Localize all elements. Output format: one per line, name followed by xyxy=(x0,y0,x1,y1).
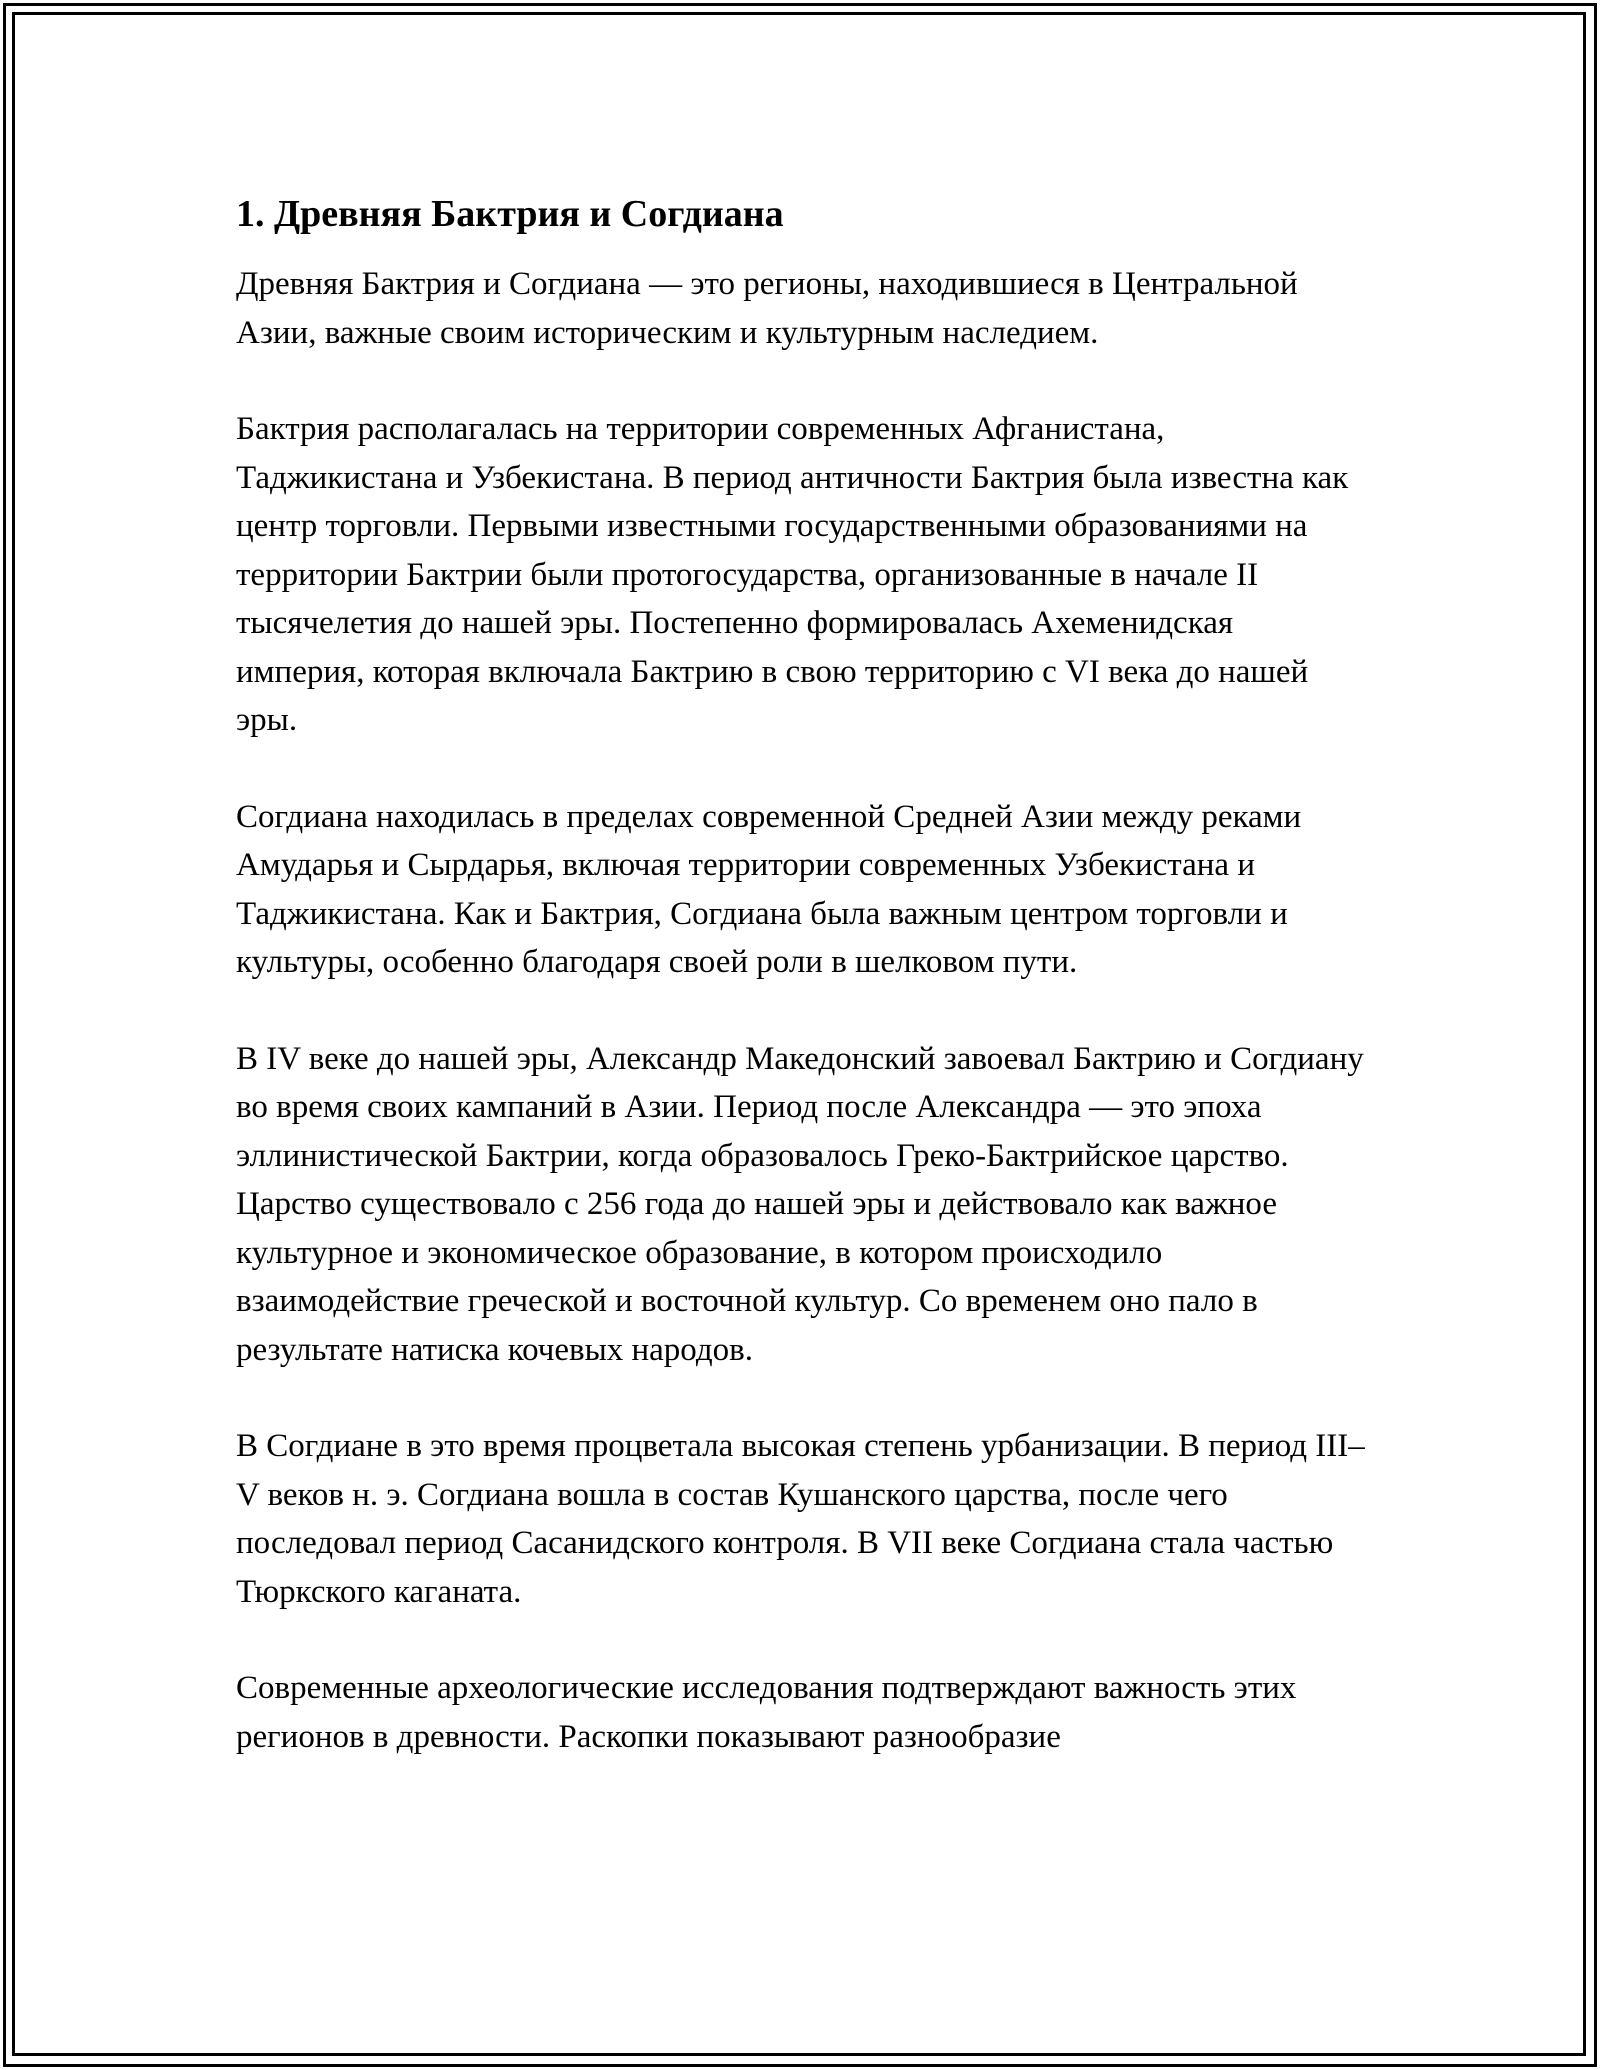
paragraph-archaeology: Современные археологические исследования подтверждают важность этих регионов в древности. Раскопки показывают разнообразие xyxy=(236,1670,1297,1755)
paragraph-bactria: Бактрия располагалась на территории современных Афганистана, Таджикистана и Узбекистана. В период античности Бактрия была известна как центр торговли. Первыми известными государственными образованиями на территории Бактрии были протогосударства, организованные в начале II тысячелетия до нашей эры. Постепенно формировалась Ахеменидская империя, которая включала Бактрию в свою территорию с VI века до нашей эры. xyxy=(236,411,1349,738)
paragraph-alexander: В IV веке до нашей эры, Александр Македонский завоевал Бактрию и Согдиану во время своих кампаний в Азии. Период после Александра — это эпоха эллинистической Бактрии, когда образовалось Греко-Бактрийское царство. Царство существовало с 256 года до нашей эры и действовало как важное культурное и экономическое образование, в котором происходило взаимодействие греческой и восточной культур. Со временем оно пало в результате натиска кочевых народов. xyxy=(236,1040,1364,1368)
section-title: 1. Древняя Бактрия и Согдиана xyxy=(236,193,784,235)
document-page xyxy=(236,188,1366,1761)
paragraph-urbanization: В Согдиане в это время процветала высокая степень урбанизации. В период III–V веков н. э. Согдиана вошла в состав Кушанского царства, после чего последовал период Сасанидского контроля. В VII веке Согдиана стала частью Тюркского каганата. xyxy=(236,1428,1365,1610)
paragraph-intro: Древняя Бактрия и Согдиана — это регионы, находившиеся в Центральной Азии, важные своим историческим и культурным наследием. xyxy=(236,266,1298,351)
paragraph-sogdiana: Согдиана находилась в пределах современной Средней Азии между реками Амударья и Сырдарья, включая территории современных Узбекистана и Таджикистана. Как и Бактрия, Согдиана была важным центром торговли и культуры, особенно благодаря своей роли в шелковом пути. xyxy=(236,798,1302,980)
